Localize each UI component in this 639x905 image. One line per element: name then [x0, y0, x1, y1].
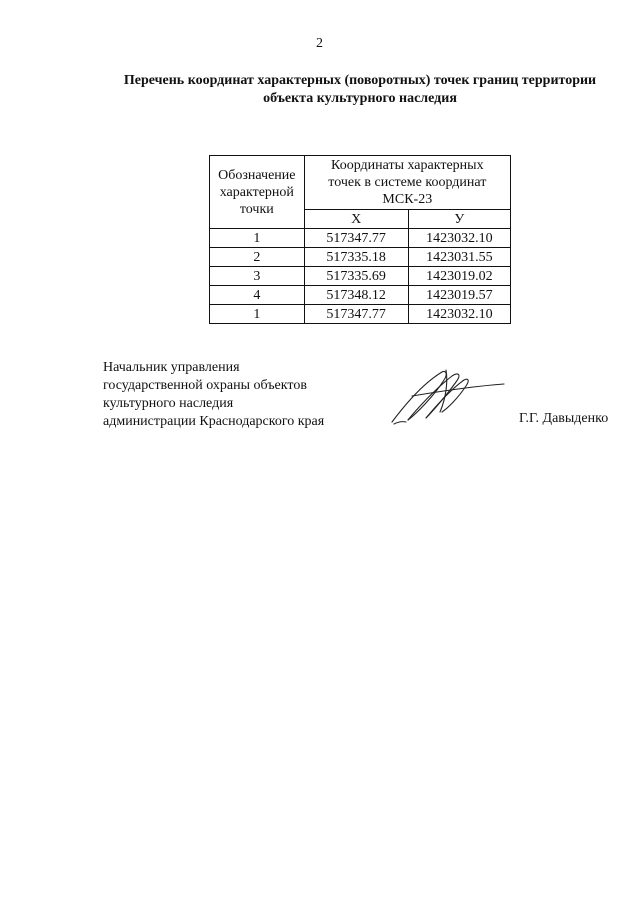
cell-y: 1423019.02 [408, 267, 510, 286]
header-point-line: точки [239, 201, 274, 217]
cell-x: 517347.77 [304, 229, 408, 248]
title-line-2: объекта культурного наследия [263, 91, 457, 106]
header-coordinates-line: Координаты характерных [331, 158, 484, 173]
cell-point: 1 [210, 229, 305, 248]
cell-point: 3 [210, 267, 305, 286]
header-point-line: Обозначение [218, 167, 296, 183]
signer-position [103, 359, 324, 431]
coordinates-table [209, 155, 511, 324]
table-row [210, 305, 511, 324]
cell-y: 1423032.10 [408, 305, 510, 324]
header-y: У [408, 210, 510, 229]
header-point-line: характерной [219, 184, 294, 200]
cell-x: 517347.77 [304, 305, 408, 324]
signer-position-line: культурного наследия [103, 396, 234, 411]
signer-position-line: администрации Краснодарского края [103, 414, 325, 429]
cell-x: 517348.12 [304, 286, 408, 305]
table-row [210, 248, 511, 267]
cell-y: 1423019.57 [408, 286, 510, 305]
header-coordinates [304, 156, 510, 210]
cell-point: 4 [210, 286, 305, 305]
header-coordinates-line: точек в системе координат [328, 175, 487, 190]
page-number: 2 [316, 36, 323, 51]
document-title [95, 72, 625, 108]
title-line-1: Перечень координат характерных (поворотных) точек границ территории [123, 73, 597, 88]
signer-name: Г.Г. Давыденко [519, 411, 609, 426]
cell-x: 517335.18 [304, 248, 408, 267]
cell-y: 1423031.55 [408, 248, 510, 267]
header-point-designation [210, 156, 305, 229]
signer-position-line: государственной охраны объектов [103, 378, 307, 393]
cell-point: 2 [210, 248, 305, 267]
table-row [210, 267, 511, 286]
signer-position-line: Начальник управления [103, 360, 240, 375]
table-row [210, 229, 511, 248]
handwritten-signature [386, 366, 511, 428]
cell-x: 517335.69 [304, 267, 408, 286]
header-coordinates-line: МСК-23 [382, 192, 433, 207]
cell-point: 1 [210, 305, 305, 324]
header-x: X [304, 210, 408, 229]
table-row [210, 286, 511, 305]
cell-y: 1423032.10 [408, 229, 510, 248]
